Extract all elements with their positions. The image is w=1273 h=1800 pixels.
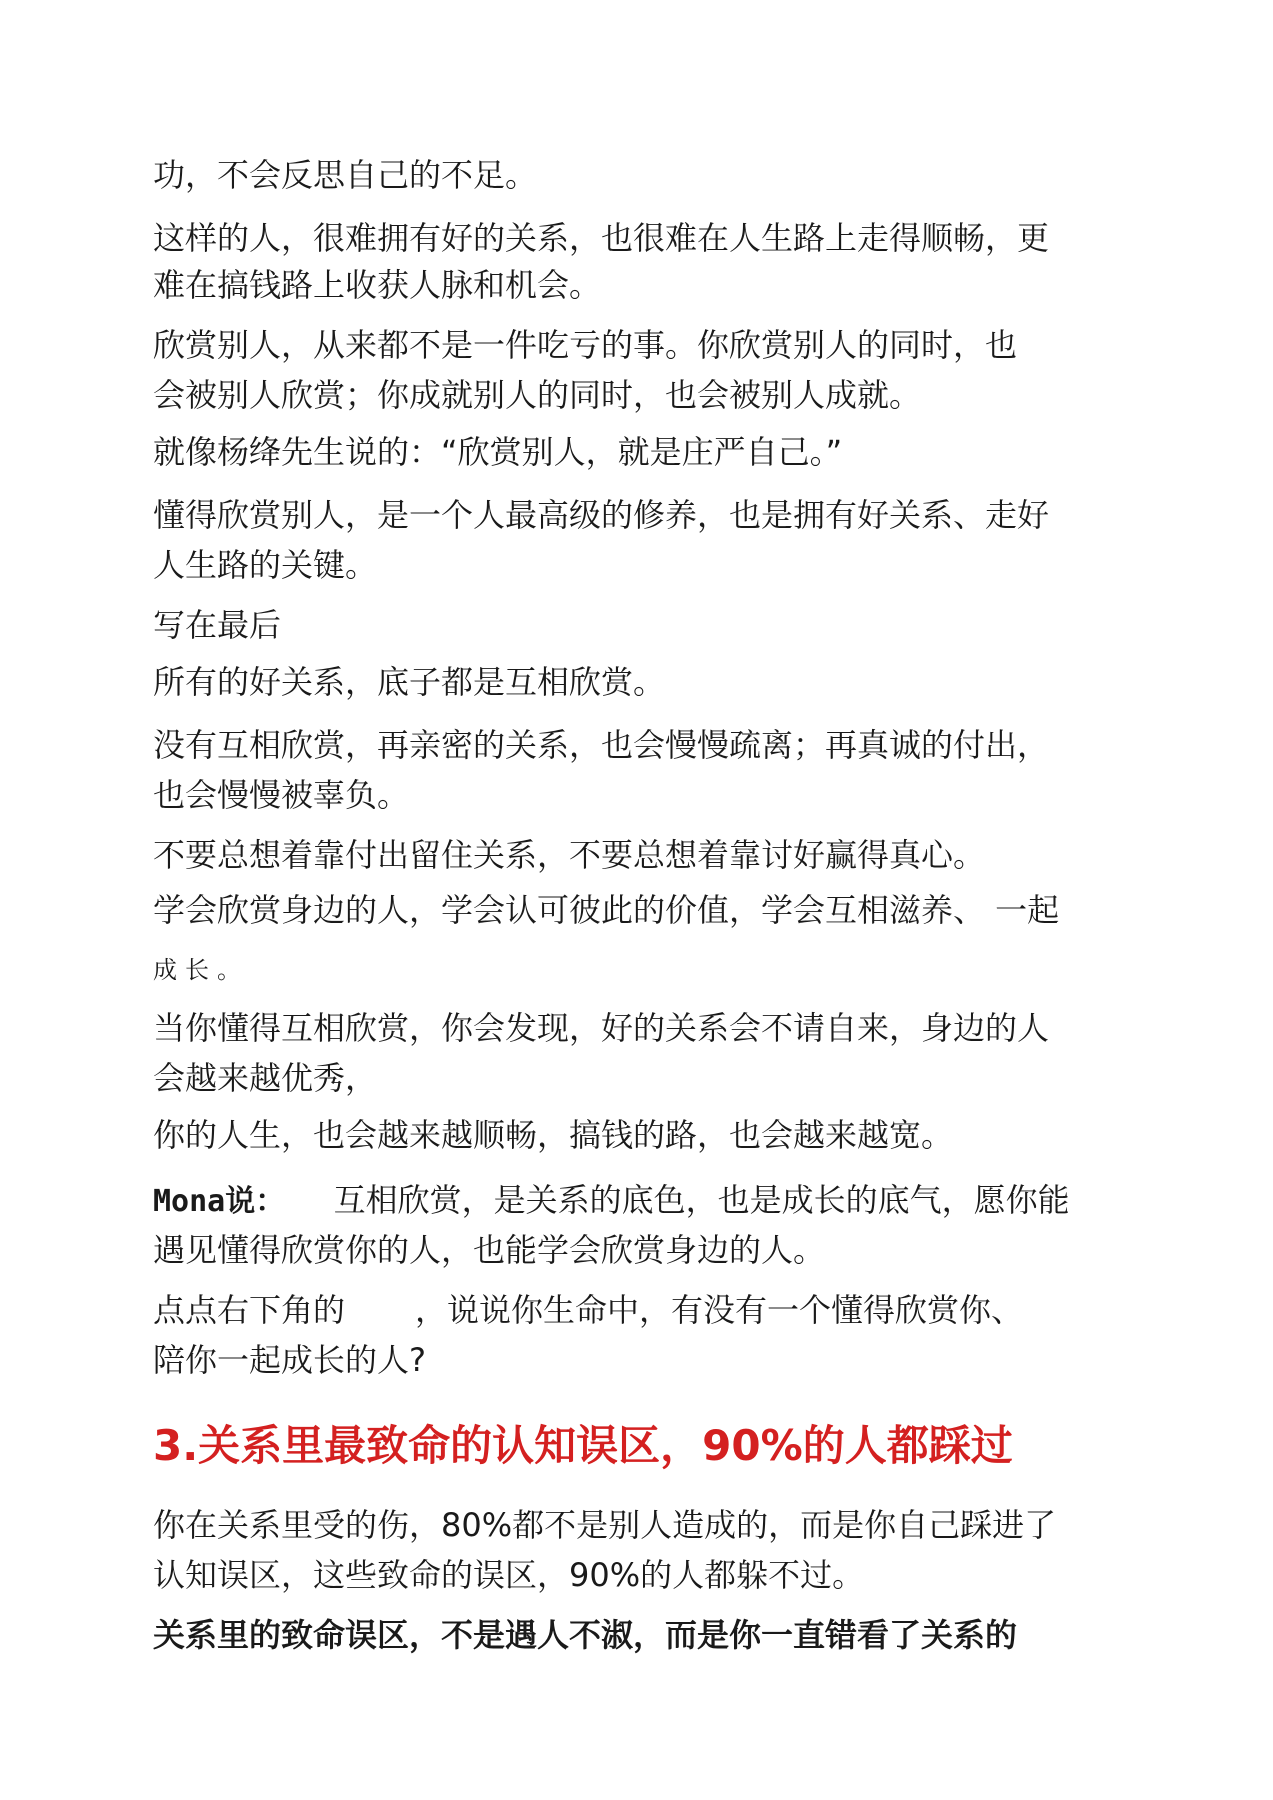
quote-line: 就像杨绛先生说的：“欣赏别人，就是庄严自己。” <box>153 433 843 471</box>
cta-line: 陪你一起成长的人? <box>153 1341 426 1379</box>
paragraph-line: 欣赏别人，从来都不是一件吃亏的事。你欣赏别人的同时，也 <box>153 326 1018 364</box>
paragraph-line: 你的人生，也会越来越顺畅，搞钱的路，也会越来越宽。 <box>153 1116 954 1154</box>
cta-line <box>153 1290 1133 1330</box>
paragraph-line: 懂得欣赏别人，是一个人最高级的修养，也是拥有好关系、走好 <box>153 496 1050 534</box>
paragraph-line: 功，不会反思自己的不足。 <box>153 156 538 194</box>
mona-paragraph-line: 遇见懂得欣赏你的人，也能学会欣赏身边的人。 <box>153 1231 826 1269</box>
paragraph-line: 认知误区，这些致命的误区，90%的人都躲不过。 <box>153 1556 865 1594</box>
paragraph-line: 你在关系里受的伤，80%都不是别人造成的，而是你自己踩进了 <box>153 1506 1057 1544</box>
paragraph-line: 人生路的关键。 <box>153 546 378 584</box>
paragraph-line: 所有的好关系，底子都是互相欣赏。 <box>153 663 666 701</box>
bold-paragraph-line: 关系里的致命误区，不是遇人不淑，而是你一直错看了关系的 <box>153 1616 1018 1654</box>
paragraph-line: 成长。 <box>153 956 249 984</box>
cta-text-end: ，说说你生命中，有没有一个懂得欣赏你、 <box>415 1291 1024 1329</box>
mona-text: 互相欣赏，是关系的底色，也是成长的底气，愿你能 <box>333 1181 1070 1219</box>
mona-lead: Mona说： <box>153 1184 286 1219</box>
paragraph-line: 没有互相欣赏，再亲密的关系，也会慢慢疏离；再真诚的付出， <box>153 726 1050 764</box>
paragraph-line: 这样的人，很难拥有好的关系，也很难在人生路上走得顺畅，更 <box>153 219 1050 257</box>
paragraph-line: 学会欣赏身边的人，学会认可彼此的价值，学会互相滋养、 一起 <box>153 891 1060 929</box>
subheading-line: 写在最后 <box>153 606 282 644</box>
paragraph-line: 不要总想着靠付出留住关系，不要总想着靠讨好赢得真心。 <box>153 836 986 874</box>
paragraph-line: 也会慢慢被辜负。 <box>153 776 410 814</box>
cta-text-start: 点点右下角的 <box>153 1291 346 1329</box>
paragraph-line: 当你懂得互相欣赏，你会发现，好的关系会不请自来，身边的人 <box>153 1009 1050 1047</box>
paragraph-line: 难在搞钱路上收获人脉和机会。 <box>153 266 602 304</box>
paragraph-line: 会被别人欣赏；你成就别人的同时，也会被别人成就。 <box>153 376 922 414</box>
mona-paragraph-line <box>153 1180 1133 1222</box>
section-heading: 3.关系里最致命的认知误区，90%的人都踩过 <box>153 1421 1013 1470</box>
paragraph-line: 会越来越优秀， <box>153 1059 378 1097</box>
